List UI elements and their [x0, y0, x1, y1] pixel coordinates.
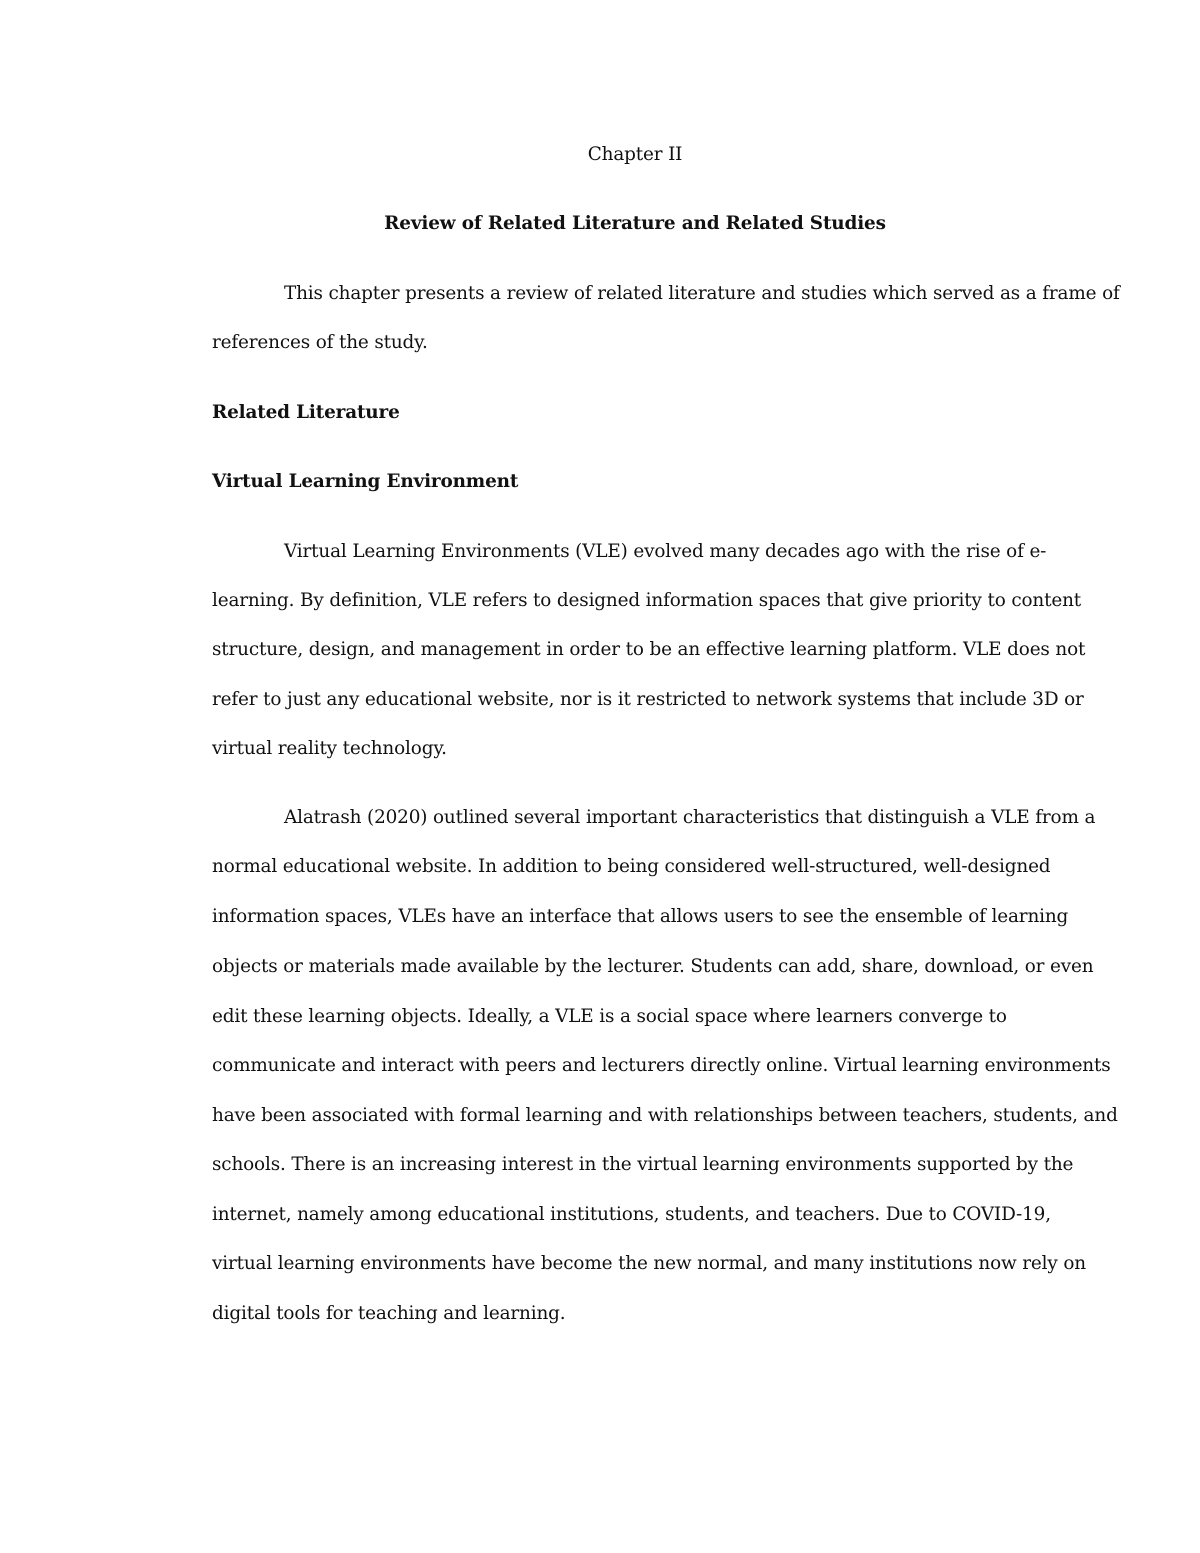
paragraph-line: virtual reality technology. — [212, 738, 447, 759]
paragraph-line: normal educational website. In addition to being considered well-structured, well-designed — [212, 856, 1051, 877]
intro-line: references of the study. — [212, 332, 428, 353]
paragraph-line: schools. There is an increasing interest in the virtual learning environments supported by the — [212, 1154, 1074, 1175]
paragraph-line: learning. By definition, VLE refers to designed information spaces that give priority to content — [212, 590, 1081, 611]
paragraph-line: objects or materials made available by the lecturer. Students can add, share, download, or even — [212, 956, 1094, 977]
paragraph-line: have been associated with formal learning and with relationships between teachers, students, and — [212, 1105, 1118, 1126]
paragraph-line: edit these learning objects. Ideally, a VLE is a social space where learners converge to — [212, 1006, 1007, 1027]
paragraph-line: internet, namely among educational institutions, students, and teachers. Due to COVID-19, — [212, 1204, 1051, 1225]
paragraph-line: Alatrash (2020) outlined several important characteristics that distinguish a VLE from a — [284, 807, 1096, 828]
paragraph-line: structure, design, and management in order to be an effective learning platform. VLE does not — [212, 639, 1086, 660]
section-heading: Related Literature — [212, 402, 400, 423]
paragraph-line: virtual learning environments have become the new normal, and many institutions now rely on — [212, 1253, 1086, 1274]
chapter-label: Chapter II — [587, 144, 683, 165]
chapter-title: Review of Related Literature and Related Studies — [384, 213, 886, 234]
paragraph-line: Virtual Learning Environments (VLE) evolved many decades ago with the rise of e- — [284, 541, 1047, 562]
paragraph-line: refer to just any educational website, nor is it restricted to network systems that include 3D or — [212, 689, 1084, 710]
paragraph-line: digital tools for teaching and learning. — [212, 1303, 566, 1324]
paragraph-line: information spaces, VLEs have an interface that allows users to see the ensemble of learning — [212, 906, 1069, 927]
intro-line: This chapter presents a review of related literature and studies which served as a frame of — [284, 283, 1120, 304]
subsection-heading: Virtual Learning Environment — [212, 471, 519, 492]
paragraph-line: communicate and interact with peers and lecturers directly online. Virtual learning environments — [212, 1055, 1111, 1076]
